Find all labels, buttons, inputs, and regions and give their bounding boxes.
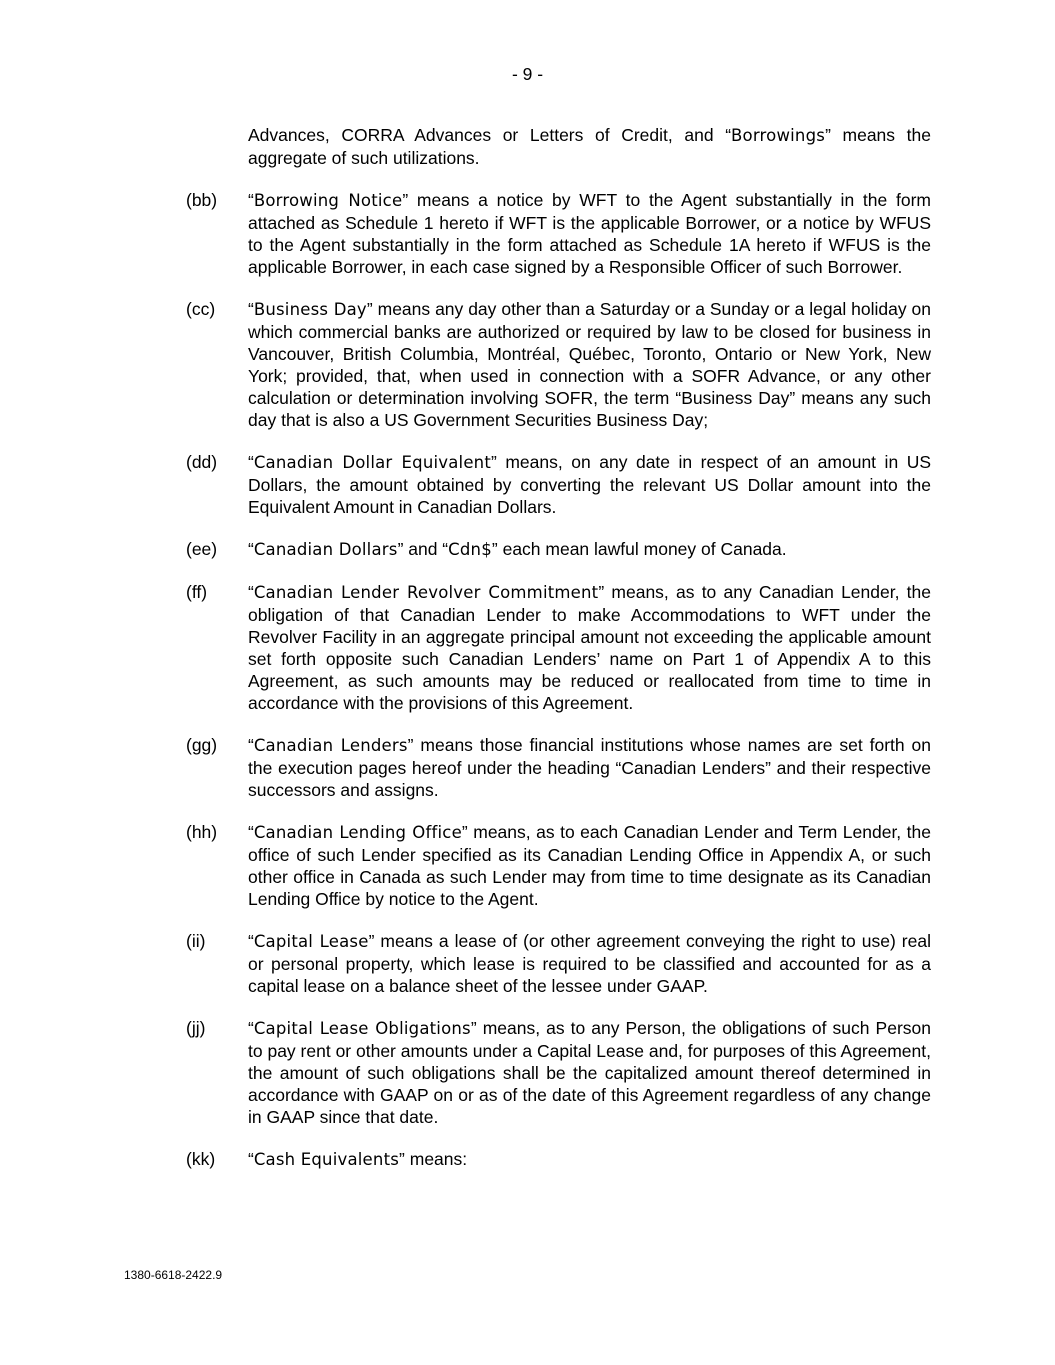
- defined-term: Borrowings: [731, 126, 826, 145]
- definition-label: (cc): [186, 299, 216, 319]
- open-quote: “: [248, 1149, 254, 1169]
- definition-text: [248, 1017, 931, 1128]
- open-quote: “: [248, 931, 254, 951]
- defined-term: Business Day: [253, 300, 367, 319]
- definition-content: ” means, as to any Person, the obligations of such Person to pay rent or other amounts under a Capital Lease and, for purposes of this Agreement, the amount of such obligations shall be the capitalized amount thereof determined in accordance with GAAP on or as of the date of this Agreement regardless of any change in GAAP since that date.: [248, 1018, 931, 1127]
- definition-kk: [186, 1148, 931, 1171]
- open-quote: “: [248, 452, 254, 472]
- defined-term: Canadian Lender Revolver Commitment: [253, 583, 599, 602]
- definition-content: ” means, as to each Canadian Lender and Term Lender, the office of such Lender specified as its Canadian Lending Office in Appendix A, or such other office in Canada as such Lender may from time to time designate as its Canadian Lending Office by notice to the Agent.: [248, 822, 931, 909]
- definition-text: [248, 451, 931, 518]
- definition-cc: [186, 298, 931, 431]
- definition-text: [248, 821, 931, 910]
- document-id: 1380-6618-2422.9: [124, 1268, 223, 1282]
- definition-content: ” means, as to any Canadian Lender, the obligation of that Canadian Lender to make Accommodations to WFT under the Revolver Facility in an aggregate principal amount not exceeding the applicable amount set forth opposite such Canadian Lenders’ name on Part 1 of Appendix A to this Agreement, as such amounts may be reduced or reallocated from time to time in accordance with the provisions of this Agreement.: [248, 582, 931, 713]
- defined-term: Cdn$: [448, 540, 492, 559]
- definition-ii: [186, 930, 931, 997]
- definition-hh: [186, 821, 931, 910]
- definition-gg: [186, 734, 931, 801]
- definition-label: (bb): [186, 190, 218, 210]
- continuation-post: ” means the aggregate of such utilizations.: [248, 125, 931, 168]
- definition-text: [248, 1148, 931, 1171]
- defined-term: Capital Lease Obligations: [253, 1019, 471, 1038]
- defined-term: Borrowing Notice: [253, 191, 403, 210]
- definition-label: (ee): [186, 539, 218, 559]
- open-quote: “: [248, 1018, 254, 1038]
- page-number: - 9 -: [511, 64, 544, 84]
- definition-text: [248, 930, 931, 997]
- defined-term: Canadian Dollars: [253, 540, 398, 559]
- definition-label: (dd): [186, 452, 218, 472]
- open-quote: “: [248, 299, 254, 319]
- open-quote: “: [248, 735, 254, 755]
- definition-bb: [186, 189, 931, 278]
- defined-term: Capital Lease: [253, 932, 369, 951]
- definition-label: (ii): [186, 931, 206, 951]
- defined-term: Cash Equivalents: [253, 1150, 400, 1169]
- continuation-pre: Advances, CORRA Advances or Letters of Credit, and “: [248, 125, 732, 145]
- definition-jj: [186, 1017, 931, 1128]
- definition-text: [248, 189, 931, 278]
- open-quote: “: [248, 822, 254, 842]
- definition-text: [248, 538, 931, 561]
- open-quote: “: [248, 582, 254, 602]
- definition-label: (ff): [186, 582, 208, 602]
- definition-content: ” means those financial institutions whose names are set forth on the execution pages hereof under the heading “Canadian Lenders” and their respective successors and assigns.: [248, 735, 932, 800]
- definition-ee: [186, 538, 931, 561]
- continuation-paragraph: [248, 124, 931, 169]
- definition-dd: [186, 451, 931, 518]
- definition-ff: [186, 581, 931, 714]
- definition-text: [248, 581, 931, 714]
- document-body: [186, 124, 931, 1191]
- definition-label: (jj): [186, 1018, 206, 1038]
- definition-connector: ” and “: [397, 539, 449, 559]
- definition-text: [248, 734, 931, 801]
- definition-content: ” each mean lawful money of Canada.: [491, 539, 787, 559]
- defined-term: Canadian Dollar Equivalent: [253, 453, 491, 472]
- definition-label: (hh): [186, 822, 218, 842]
- definition-content: ” means a lease of (or other agreement conveying the right to use) real or personal property, which lease is required to be classified and accounted for as a capital lease on a balance sheet of the lessee under GAAP.: [248, 931, 931, 996]
- definition-content: ” means:: [399, 1149, 468, 1169]
- open-quote: “: [248, 539, 254, 559]
- definition-text: [248, 298, 931, 431]
- definition-label: (kk): [186, 1149, 216, 1169]
- definition-content: ” means a notice by WFT to the Agent substantially in the form attached as Schedule 1 hereto if WFT is the applicable Borrower, or a notice by WFUS to the Agent substantially in the form attached as Schedule 1A hereto if WFUS is the applicable Borrower, in each case signed by a Responsible Officer of such Borrower.: [248, 190, 931, 277]
- definition-content: ” means, on any date in respect of an amount in US Dollars, the amount obtained by converting the relevant US Dollar amount into the Equivalent Amount in Canadian Dollars.: [248, 452, 932, 517]
- definition-content: ” means any day other than a Saturday or a Sunday or a legal holiday on which commercial banks are authorized or required by law to be closed for business in Vancouver, British Columbia, Montréal, Québec, Toronto, Ontario or New York, New York; provided, that, when used in connection with a SOFR Advance, or any other calculation or determination involving SOFR, the term “Business Day” means any such day that is also a US Government Securities Business Day;: [248, 299, 931, 430]
- defined-term: Canadian Lending Office: [253, 823, 462, 842]
- open-quote: “: [248, 190, 254, 210]
- definition-label: (gg): [186, 735, 218, 755]
- defined-term: Canadian Lenders: [253, 736, 408, 755]
